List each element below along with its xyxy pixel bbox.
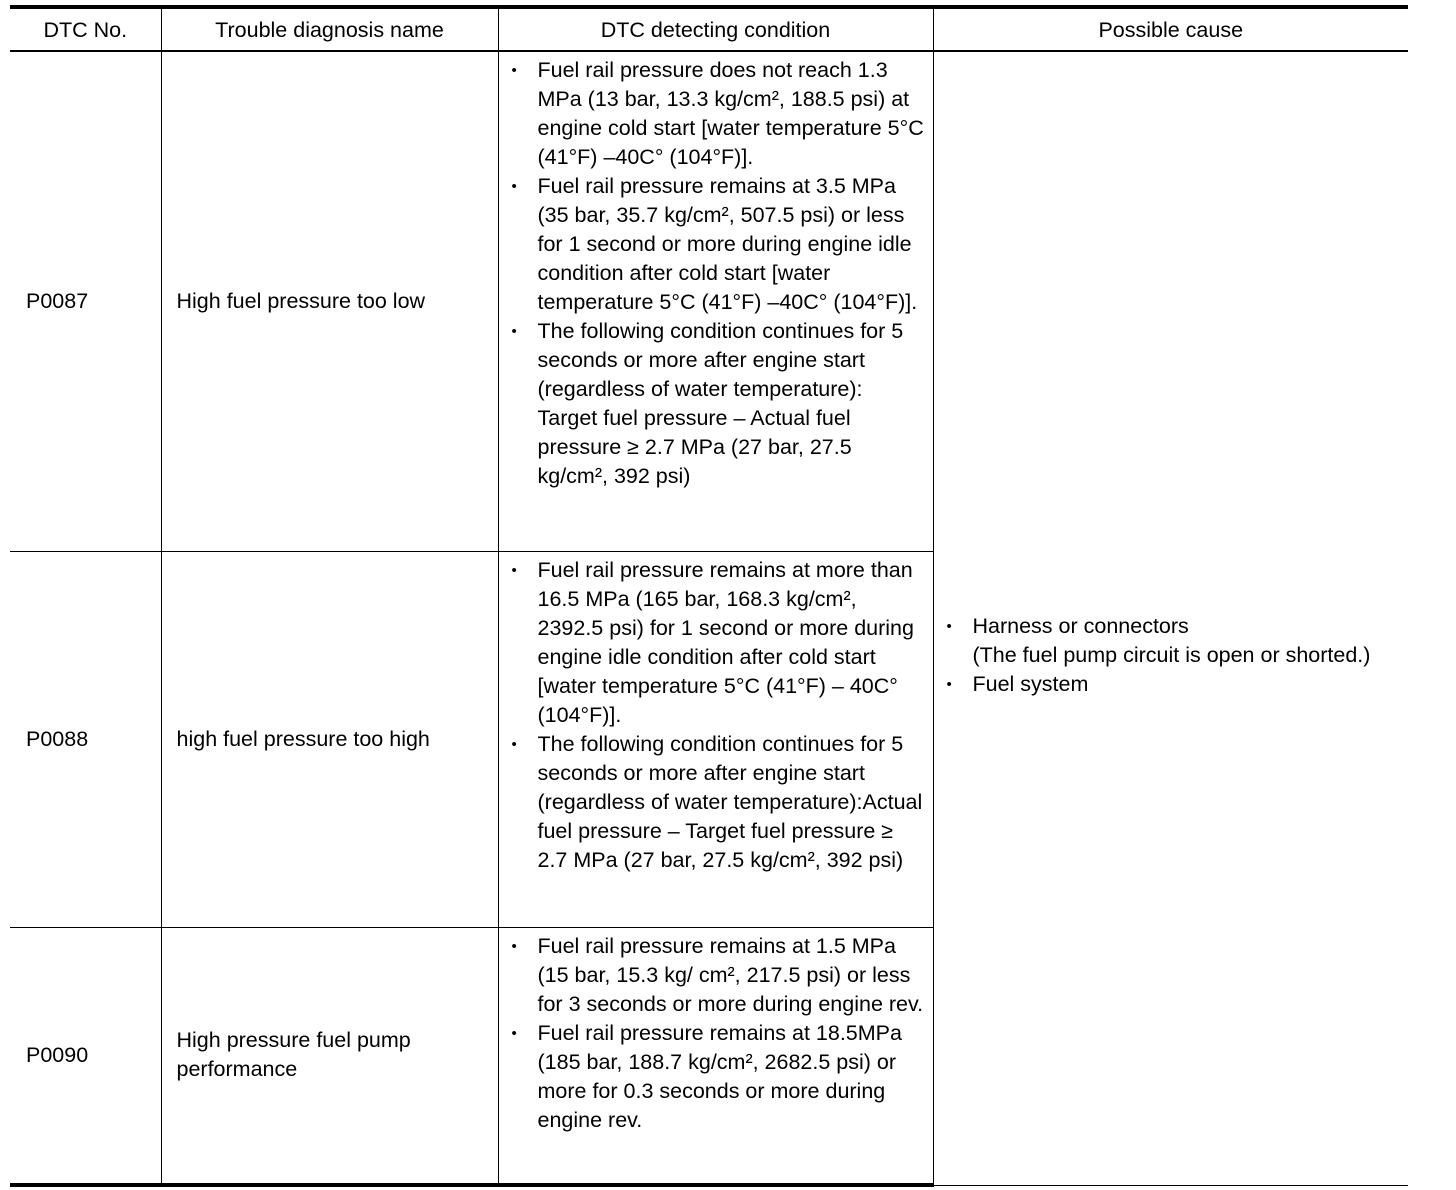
detecting-condition	[498, 551, 933, 927]
cause-item	[947, 612, 1403, 670]
dtc-code: P0087	[10, 51, 161, 551]
cause-item-text: Harness or connectors	[972, 614, 1189, 638]
condition-item: • The following condition continues for 5 seconds or more after engine start (regardless of water temperature):Actual fuel pressure – Target fuel pressure ≥ 2.7 MPa (27 bar, 27.5 kg/cm², 392 psi)	[512, 730, 925, 875]
header-dtc-detecting-condition: DTC detecting condition	[498, 7, 933, 51]
condition-item: • Fuel rail pressure remains at 18.5MPa (185 bar, 188.7 kg/cm², 2682.5 psi) or more for 0.3 seconds or more during engine rev.	[512, 1019, 925, 1135]
dtc-code: P0088	[10, 551, 161, 927]
header-trouble-diagnosis-name: Trouble diagnosis name	[161, 7, 498, 51]
cause-item: • Fuel system	[947, 670, 1403, 699]
header-dtc-no: DTC No.	[10, 7, 161, 51]
possible-cause	[933, 51, 1408, 1185]
cause-item-note: (The fuel pump circuit is open or shorted.)	[972, 643, 1371, 667]
condition-item: • Fuel rail pressure remains at 1.5 MPa (15 bar, 15.3 kg/ cm², 217.5 psi) or less for 3 seconds or more during engine rev.	[512, 932, 925, 1019]
diagnosis-name: high fuel pressure too high	[161, 551, 498, 927]
table-header	[10, 7, 1408, 51]
dtc-code: P0090	[10, 927, 161, 1185]
header-possible-cause: Possible cause	[933, 7, 1408, 51]
condition-item: • Fuel rail pressure remains at more than 16.5 MPa (165 bar, 168.3 kg/cm², 2392.5 psi) for 1 second or more during engine idle condition after cold start [water temperature 5°C (41°F) – 40C° (104°F)].	[512, 556, 925, 730]
condition-item: • The following condition continues for 5 seconds or more after engine start (regardless of water temperature): Target fuel pressure – Actual fuel pressure ≥ 2.7 MPa (27 bar, 27.5 kg/cm², 392 psi)	[512, 317, 925, 491]
detecting-condition	[498, 927, 933, 1185]
diagnosis-name: High fuel pressure too low	[161, 51, 498, 551]
table-row	[10, 51, 1408, 551]
diagnosis-name: High pressure fuel pump performance	[161, 927, 498, 1185]
condition-item: • Fuel rail pressure does not reach 1.3 MPa (13 bar, 13.3 kg/cm², 188.5 psi) at engine cold start [water temperature 5°C (41°F) –40C° (104°F)].	[512, 56, 925, 172]
detecting-condition	[498, 51, 933, 551]
condition-item: • Fuel rail pressure remains at 3.5 MPa (35 bar, 35.7 kg/cm², 507.5 psi) or less for 1 second or more during engine idle condition after cold start [water temperature 5°C (41°F) –40C° (104°F)].	[512, 172, 925, 317]
dtc-table	[10, 5, 1408, 1187]
